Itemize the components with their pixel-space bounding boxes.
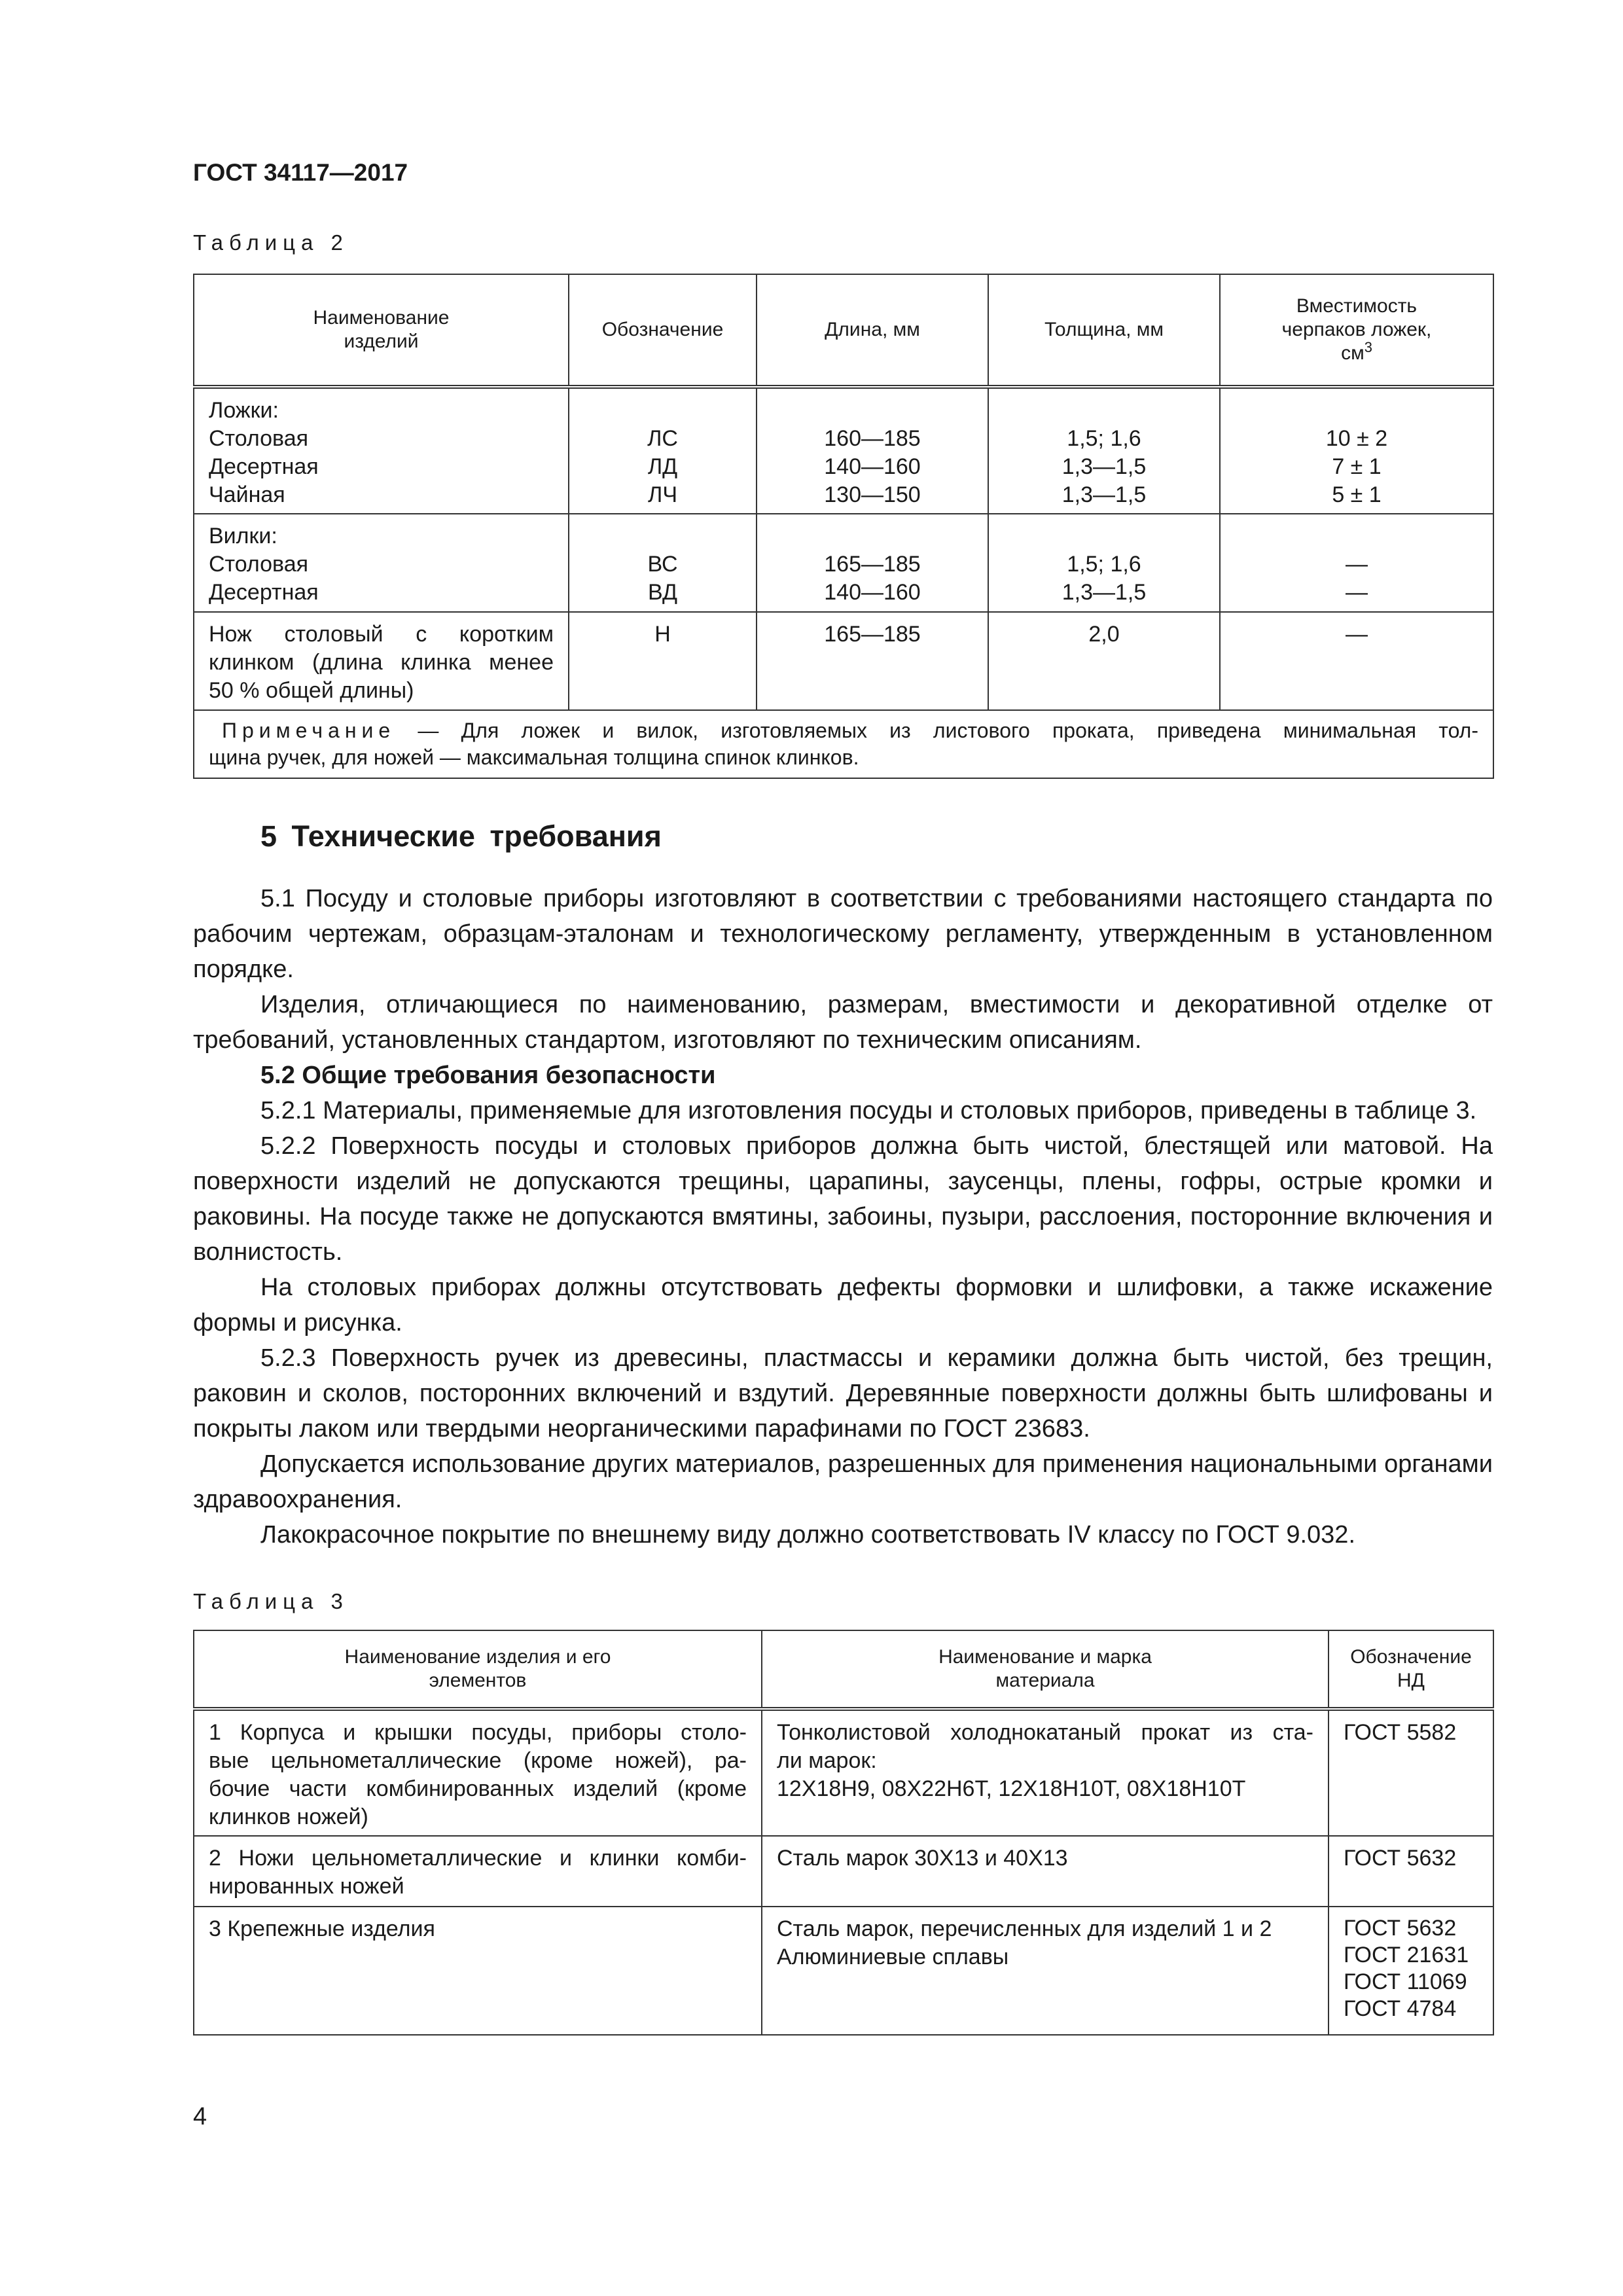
capacity-unit: см (1341, 342, 1364, 364)
table3-row1-nd (1329, 1709, 1493, 1836)
table2-spoons-lengths (757, 387, 988, 514)
note-line1 (209, 717, 1478, 744)
item-thickness: 1,3—1,5 (1061, 454, 1147, 479)
item-capacity: 10 ± 2 (1325, 426, 1388, 451)
paragraph: 5.2.2 Поверхность посуды и столовых приборов должна быть чистой, блестящей или матовой. На поверхности изделий не допускаются трещины, царапины, заусенцы, плены, гофры, острые кромки и раковины. На посуде также не допускаются вмятины, забоины, пузыри, расслоения, посторонние включения и волнистость. (193, 1132, 1493, 1266)
table2-knife-capacity: — (1220, 612, 1493, 710)
material-line: Сталь марок 30Х13 и 40Х13 (777, 1846, 1068, 1871)
header-nd-line1: Обозначение (1350, 1646, 1472, 1668)
table-row (194, 1709, 1493, 1836)
nd-line: ГОСТ 21631 (1344, 1943, 1469, 1967)
group-title-forks: Вилки: (209, 524, 277, 548)
item-name: Десертная (209, 454, 319, 479)
table3-row3-nd (1329, 1907, 1493, 2035)
item-name: Столовая (209, 426, 309, 451)
knife-name-line1: Нож столовый с коротким (209, 622, 554, 647)
note-prefix: Примечание (222, 719, 396, 742)
item-capacity: 7 ± 1 (1332, 454, 1382, 479)
document-header: ГОСТ 34117—2017 (193, 159, 408, 186)
note-text-line2: щина ручек, для ножей — максимальная толщина спинок клинков. (209, 745, 859, 769)
material-line: Тонколистовой холоднокатаный прокат из ста- (777, 1720, 1313, 1745)
note-text-line1: — Для ложек и вилок, изготовляемых из листового проката, приведена минимальная тол- (395, 719, 1478, 742)
item-capacity: — (1346, 552, 1368, 577)
nd-line: ГОСТ 5632 (1344, 1846, 1457, 1871)
item-line: 1 Корпуса и крышки посуды, приборы столо- (209, 1720, 747, 1745)
item-name: Десертная (209, 580, 319, 605)
table2-forks-designations (569, 514, 757, 612)
table3-header-item (194, 1630, 762, 1709)
item-length: 160—185 (824, 426, 921, 451)
item-line: 3 Крепежные изделия (209, 1916, 435, 1941)
table3-row1-item (194, 1709, 762, 1836)
table2-header-designation: Обозначение (569, 274, 757, 387)
table-row (194, 514, 1493, 612)
item-line: нированных ножей (209, 1874, 404, 1899)
capacity-unit-sup: 3 (1364, 339, 1372, 355)
table2-knife-thickness: 2,0 (988, 612, 1220, 710)
table3-header-nd (1329, 1630, 1493, 1709)
item-capacity: 5 ± 1 (1332, 482, 1382, 507)
section-title: 5 Технические требования (260, 819, 662, 853)
paragraph: 5.2.3 Поверхность ручек из древесины, пластмассы и керамики должна быть чистой, без трещин, раковин и сколов, посторонних включений и вздутий. Деревянные поверхности должны быть шлифованы и покрыты лаком или твердыми неорганическими парафинами по ГОСТ 23683. (193, 1344, 1493, 1443)
material-line: 12Х18Н9, 08Х22Н6Т, 12Х18Н10Т, 08Х18Н10Т (777, 1776, 1246, 1801)
item-line: вые цельнометаллические (кроме ножей), ра- (209, 1748, 747, 1773)
item-designation: ЛД (647, 454, 678, 479)
item-designation: ЛЧ (648, 482, 677, 507)
table3-row3-material (762, 1907, 1329, 2035)
table2-knife-length: 165—185 (757, 612, 988, 710)
item-thickness: 1,3—1,5 (1061, 482, 1147, 507)
item-name: Столовая (209, 552, 309, 577)
item-capacity: — (1346, 580, 1368, 605)
table-row (194, 612, 1493, 710)
header-item-line2: элементов (429, 1670, 527, 1691)
header-material-line2: материала (995, 1670, 1095, 1691)
table3-header-material (762, 1630, 1329, 1709)
item-thickness: 1,3—1,5 (1061, 580, 1147, 605)
item-name: Чайная (209, 482, 285, 507)
header-material-line1: Наименование и марка (938, 1646, 1152, 1668)
header-item-line1: Наименование изделия и его (344, 1646, 611, 1668)
subsection-title: 5.2 Общие требования безопасности (260, 1062, 716, 1089)
item-thickness: 1,5; 1,6 (1067, 426, 1141, 451)
nd-line: ГОСТ 5582 (1344, 1720, 1457, 1745)
table3-row2-material (762, 1836, 1329, 1907)
paragraph: Допускается использование других материалов, разрешенных для применения национальными органами здравоохранения. (193, 1450, 1493, 1513)
table3-row1-material (762, 1709, 1329, 1836)
table3-row2-item (194, 1836, 762, 1907)
item-length: 130—150 (824, 482, 921, 507)
table2 (193, 274, 1494, 779)
table2-spoons-designations (569, 387, 757, 514)
nd-line: ГОСТ 11069 (1344, 1969, 1467, 1994)
nd-line: ГОСТ 4784 (1344, 1996, 1457, 2021)
page-number: 4 (193, 2103, 207, 2130)
item-designation: ВС (647, 552, 678, 577)
knife-name-line3: 50 % общей длины) (209, 678, 414, 703)
table2-spoons-names (194, 387, 569, 514)
table3-row3-item (194, 1907, 762, 2035)
header-name-line1: Наименование (313, 307, 450, 329)
table2-header-name (194, 274, 569, 387)
table2-forks-thickness (988, 514, 1220, 612)
table-row (194, 387, 1493, 514)
material-line: Алюминиевые сплавы (777, 1945, 1009, 1969)
table3-header-row (194, 1630, 1493, 1709)
header-capacity-line1: Вместимость (1296, 295, 1418, 317)
paragraph: На столовых приборах должны отсутствовать дефекты формовки и шлифовки, а также искажение формы и рисунка. (193, 1274, 1493, 1336)
header-capacity-line2: черпаков ложек, (1281, 319, 1432, 340)
section5-intro (193, 881, 1493, 1552)
table2-knife-name (194, 612, 569, 710)
item-length: 165—185 (824, 552, 921, 577)
table2-spoons-thickness (988, 387, 1220, 514)
item-line: 2 Ножи цельнометаллические и клинки комби- (209, 1846, 747, 1871)
header-nd-line2: НД (1397, 1670, 1425, 1691)
item-designation: ВД (648, 580, 677, 605)
table2-header-thickness: Толщина, мм (988, 274, 1220, 387)
table2-note-row (194, 710, 1493, 778)
header-capacity-line3 (1227, 339, 1486, 365)
table2-forks-lengths (757, 514, 988, 612)
table2-forks-names (194, 514, 569, 612)
table2-caption: Таблица 2 (193, 230, 349, 255)
group-title-spoons: Ложки: (209, 398, 279, 423)
table3 (193, 1630, 1494, 2036)
header-name-line2: изделий (344, 331, 419, 352)
paragraph: 5.1 Посуду и столовые приборы изготовляют в соответствии с требованиями настоящего стандарта по рабочим чертежам, образцам-эталонам и технологическому регламенту, утвержденным в установленном порядке. (193, 885, 1493, 983)
table-row (194, 1907, 1493, 2035)
knife-name-line2: клинком (длина клинка менее (209, 650, 554, 675)
paragraph: Лакокрасочное покрытие по внешнему виду должно соответствовать IV классу по ГОСТ 9.032. (260, 1521, 1356, 1549)
table3-row2-nd (1329, 1836, 1493, 1907)
table2-spoons-capacity (1220, 387, 1493, 514)
item-thickness: 1,5; 1,6 (1067, 552, 1141, 577)
table2-header-length: Длина, мм (757, 274, 988, 387)
table2-note (194, 710, 1493, 778)
material-line: Сталь марок, перечисленных для изделий 1 и 2 (777, 1916, 1272, 1941)
item-length: 140—160 (824, 454, 921, 479)
material-line: ли марок: (777, 1748, 877, 1773)
table2-header-capacity (1220, 274, 1493, 387)
item-line: клинков ножей) (209, 1804, 368, 1829)
table2-forks-capacity (1220, 514, 1493, 612)
item-length: 140—160 (824, 580, 921, 605)
table-row (194, 1836, 1493, 1907)
table2-knife-designation: Н (569, 612, 757, 710)
paragraph: 5.2.1 Материалы, применяемые для изготовления посуды и столовых приборов, приведены в таблице 3. (260, 1097, 1477, 1124)
nd-line: ГОСТ 5632 (1344, 1916, 1457, 1941)
table3-caption: Таблица 3 (193, 1589, 349, 1613)
table2-header-row (194, 274, 1493, 387)
item-designation: ЛС (647, 426, 678, 451)
paragraph: Изделия, отличающиеся по наименованию, размерам, вместимости и декоративной отделке от требований, установленных стандартом, изготовляют по техническим описаниям. (193, 991, 1493, 1054)
item-line: бочие части комбинированных изделий (кроме (209, 1776, 747, 1801)
